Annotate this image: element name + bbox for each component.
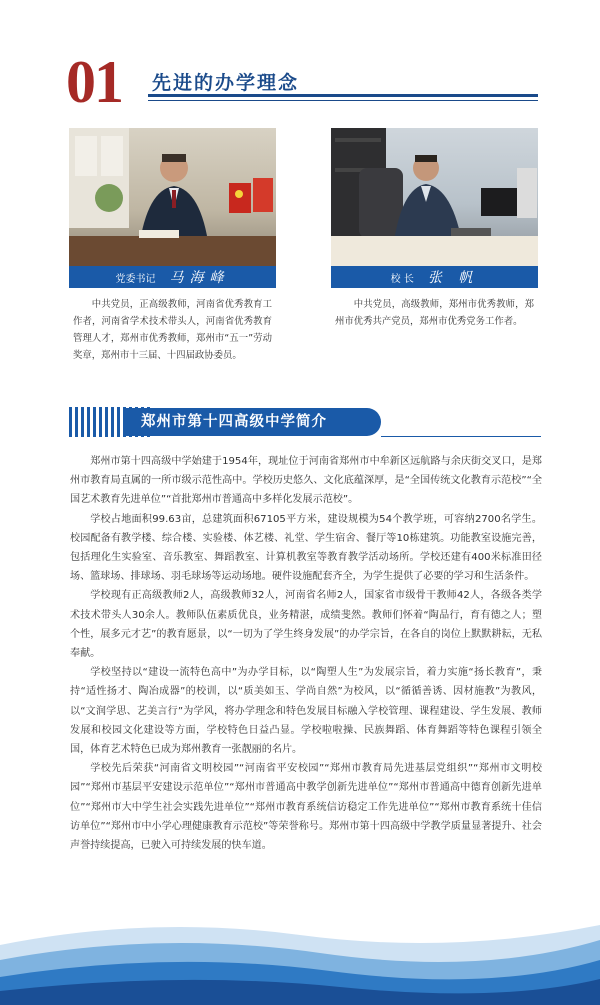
principal-photo (331, 128, 538, 266)
principal-bio: 中共党员，高级教师，郑州市优秀教师，郑州市优秀共产党员，郑州市优秀党务工作者。 (335, 299, 534, 327)
section-rule-thin (148, 100, 538, 101)
intro-paragraph: 学校先后荣获“河南省文明校园”“河南省平安校园”“郑州市教育局先进基层党组织”“郑州市文明校园”“郑州市基层平安建设示范单位”“郑州市普通高中教学创新先进单位”“郑州市普通高中德育创新先进单位”“郑州市大中学生社会实践先进单位”“郑州市教育系统信访稳定工作先进单位”“郑州市教育系统十佳信访单位”“郑州市中小学心理健康教育示范校”等荣誉称号。郑州市第十四高级中学教学质量显著提升、社会声誉持续提高，已驶入可持续发展的快车道。 (70, 763, 542, 852)
section-number: 01 (66, 49, 122, 115)
leader-card-principal (331, 128, 538, 330)
intro-body (70, 452, 542, 855)
secretary-role: 党委书记 (115, 273, 156, 285)
section-rule (148, 94, 538, 97)
intro-paragraph: 学校现有正高级教师2人，高级教师32人，河南省名师2人，国家省市级骨干教师42人，各级各类学术技术带头人30余人。教师队伍素质优良，业务精湛，成绩斐然。教师们怀着“陶品行，育有德之人；塑个性，展多元才艺”的教育愿景，以“一切为了学生终身发展”的办学宗旨，在各自的岗位上默默耕耘，无私奉献。 (70, 590, 542, 660)
leader-card-secretary (69, 128, 276, 364)
principal-role: 校 长 (390, 273, 414, 285)
intro-paragraph: 学校占地面积99.63亩，总建筑面积67105平方米，建设规模为54个教学班，可容纳2700名学生。校园配备有教学楼、综合楼、实验楼、体艺楼、礼堂、学生宿舍、餐厅等10栋建筑。功能教室设施完善，包括理化生实验室、音乐教室、舞蹈教室、计算机教室等教育教学活动场所。学校还建有400米标准田径场、篮球场、排球场、羽毛球场等运动场地。硬件设施配套齐全，为学生提供了必要的学习和生活条件。 (70, 513, 542, 583)
secretary-bio: 中共党员，正高级教师，河南省优秀教育工作者，河南省学术技术带头人，河南省优秀教育管理人才，郑州市优秀教师，郑州市“五一”劳动奖章，郑州市十三届、十四届政协委员。 (73, 299, 272, 361)
intro-paragraph: 学校坚持以“建设一流特色高中”为办学目标，以“陶塑人生”为发展宗旨，着力实施“扬长教育”，秉持“适性扬才、陶冶成器”的校训，以“质美如玉、学尚自然”为校风，以“循循善诱、因材施教”为教风，以“文润学思、艺美言行”为学风，将办学理念和特色发展目标融入学校管理、课程建设、学生发展、教师发展和校园文化建设等方面，学校特色日益凸显。学校啦啦操、民族舞蹈、体育舞蹈等特色课程引领全国，体育艺术特色已成为郑州教育一张靓丽的名片。 (70, 667, 542, 756)
principal-caption (331, 266, 538, 288)
secretary-caption (69, 266, 276, 288)
section-title: 先进的办学理念 (152, 72, 300, 94)
banner-underline (381, 436, 541, 437)
bottom-wave-decoration (0, 905, 600, 1005)
secretary-photo (69, 128, 276, 266)
principal-name: 张 帆 (427, 270, 479, 286)
intro-heading: 郑州市第十四高级中学简介 (125, 408, 381, 436)
intro-paragraph: 郑州市第十四高级中学始建于1954年，现址位于河南省郑州市中牟新区远航路与余庆街交叉口，是郑州市教育局直属的一所市级示范性高中。学校历史悠久、文化底蕴深厚，是“全国传统文化教育示范校”“全国艺术教育先进单位”“首批郑州市普通高中多样化发展示范校”。 (70, 456, 542, 506)
secretary-name: 马海峰 (169, 270, 230, 286)
